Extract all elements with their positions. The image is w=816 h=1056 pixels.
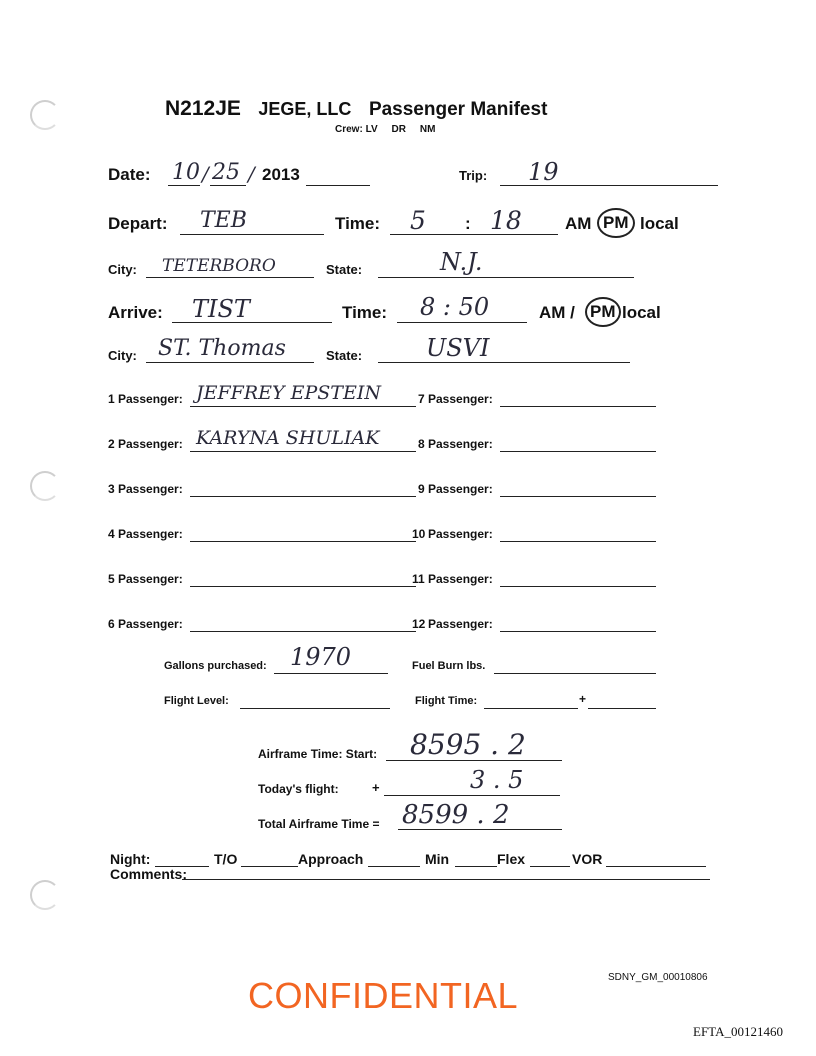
fuel-burn-label: Fuel Burn lbs.: [412, 660, 486, 672]
arrive-pm-circled: PM: [585, 297, 621, 327]
arrive-am-label: AM /: [539, 303, 575, 322]
depart-colon: :: [465, 214, 471, 233]
passenger-label: Passenger:: [118, 437, 183, 451]
airframe-start-value: 8595 . 2: [410, 728, 526, 761]
date-day: 25: [212, 160, 240, 185]
tail-number: N212JE: [165, 97, 241, 120]
depart-hour: 5: [410, 206, 426, 235]
flex-line: [530, 866, 570, 867]
date-year-line: [306, 185, 370, 186]
date-sep-1: /: [202, 162, 209, 186]
flight-level-line: [240, 708, 390, 709]
passenger-number: 6: [108, 617, 115, 631]
vor-label: VOR: [572, 851, 603, 867]
date-day-line: [210, 185, 246, 186]
passenger-label: Passenger:: [118, 482, 183, 496]
passenger-row: [418, 429, 668, 459]
passenger-label: Passenger:: [118, 527, 183, 541]
depart-pm-circled: PM: [597, 208, 635, 238]
passenger-line: [500, 541, 656, 542]
passenger-label: Passenger:: [118, 392, 183, 406]
manifest-title: [165, 97, 547, 121]
arrive-local-label: local: [622, 303, 661, 322]
passenger-line: [500, 631, 656, 632]
depart-city-line: [146, 277, 314, 278]
date-month: 10: [172, 160, 200, 185]
passenger-line: [500, 451, 656, 452]
to-line: [241, 866, 298, 867]
airframe-start-label: Airframe Time: Start:: [258, 747, 378, 761]
passenger-row: [108, 564, 448, 594]
flight-level-label: Flight Level:: [164, 695, 229, 707]
min-label: Min: [425, 851, 450, 867]
passenger-label: Passenger:: [428, 392, 493, 406]
passenger-number: 1: [108, 392, 115, 406]
passenger-row: [418, 384, 668, 414]
passenger-label: Passenger:: [428, 572, 493, 586]
passenger-line: [190, 451, 416, 452]
trip-value: 19: [528, 158, 559, 186]
passenger-label: Passenger:: [428, 437, 493, 451]
flight-time-line-2: [588, 708, 656, 709]
arrive-city-label: City:: [108, 348, 137, 363]
passenger-row: [412, 564, 668, 594]
to-label: T/O: [214, 851, 238, 867]
passenger-number: 9: [418, 482, 425, 496]
passenger-row: [108, 474, 448, 504]
vor-line: [606, 866, 706, 867]
passenger-line: [190, 406, 416, 407]
passenger-number: 11: [412, 572, 425, 586]
depart-line: [180, 234, 324, 235]
passenger-row: [108, 519, 448, 549]
arrive-time-value: 8 : 50: [420, 293, 490, 321]
depart-local-label: local: [640, 214, 679, 233]
arrive-value: TIST: [192, 295, 250, 323]
passenger-number: 8: [418, 437, 425, 451]
todays-flight-line: [384, 795, 560, 796]
arrive-time-line: [397, 322, 527, 323]
approach-line: [368, 866, 420, 867]
date-month-line: [168, 185, 200, 186]
crew-nm: NM: [419, 124, 436, 135]
gallons-line: [274, 673, 388, 674]
crew-dr: DR: [391, 124, 406, 135]
crew-label: Crew:: [335, 124, 363, 135]
arrive-state-label: State:: [326, 348, 363, 363]
passenger-line: [190, 586, 416, 587]
todays-flight-plus: +: [372, 780, 380, 795]
date-year: 2013: [262, 165, 300, 184]
passenger-number: 4: [108, 527, 115, 541]
passenger-line: [190, 631, 416, 632]
approach-label: Approach: [298, 851, 364, 867]
passenger-label: Passenger:: [428, 482, 493, 496]
crew-lv: LV: [365, 124, 378, 135]
flight-time-line-1: [484, 708, 578, 709]
date-sep-2: /: [248, 162, 255, 186]
passenger-line: [190, 496, 416, 497]
depart-state-label: State:: [326, 262, 363, 277]
passenger-label: Passenger:: [428, 617, 493, 631]
depart-state-value: N.J.: [440, 248, 483, 276]
depart-value: TEB: [200, 208, 247, 233]
passenger-line: [500, 496, 656, 497]
flex-label: Flex: [497, 851, 526, 867]
passenger-line: [500, 586, 656, 587]
fuel-burn-line: [494, 673, 656, 674]
bates-number-sdny: SDNY_GM_00010806: [608, 972, 708, 983]
passenger-number: 7: [418, 392, 425, 406]
passenger-name: JEFFREY EPSTEIN: [196, 382, 381, 404]
gallons-value: 1970: [290, 643, 352, 671]
flight-time-plus: +: [579, 692, 587, 706]
flight-time-label: Flight Time:: [415, 695, 478, 707]
arrive-city-value: ST. Thomas: [158, 336, 286, 361]
arrive-city-line: [146, 362, 314, 363]
comments-line: [182, 879, 710, 880]
todays-flight-value: 3 . 5: [470, 766, 524, 794]
passenger-label: Passenger:: [118, 572, 183, 586]
passenger-label: Passenger:: [428, 527, 493, 541]
depart-state-line: [378, 277, 634, 278]
comments-label: Comments:: [110, 866, 188, 882]
punch-hole-middle: [30, 471, 60, 501]
passenger-row: [108, 609, 448, 639]
depart-am-label: AM: [565, 214, 592, 233]
depart-time-label: Time:: [335, 214, 381, 233]
punch-hole-top: [30, 100, 60, 130]
passenger-line: [190, 541, 416, 542]
passenger-label: Passenger:: [118, 617, 183, 631]
passenger-row: [418, 474, 668, 504]
depart-city-value: TETERBORO: [162, 256, 276, 276]
arrive-state-line: [378, 362, 630, 363]
date-label: Date:: [108, 165, 151, 184]
trip-label: Trip:: [459, 168, 488, 183]
depart-minute: 18: [490, 206, 522, 235]
passenger-number: 3: [108, 482, 115, 496]
passenger-row: [108, 429, 448, 459]
passenger-row: [412, 609, 668, 639]
depart-city-label: City:: [108, 262, 137, 277]
company-name: JEGE, LLC: [258, 99, 352, 119]
depart-label: Depart:: [108, 214, 168, 233]
passenger-number: 2: [108, 437, 115, 451]
passenger-number: 12: [412, 617, 426, 631]
passenger-name: KARYNA SHULIAK: [196, 427, 380, 449]
total-airframe-value: 8599 . 2: [402, 800, 510, 830]
punch-hole-bottom: [30, 880, 60, 910]
passenger-row: [412, 519, 668, 549]
arrive-time-label: Time:: [342, 303, 388, 322]
todays-flight-label: Today's flight:: [258, 782, 339, 796]
gallons-label: Gallons purchased:: [164, 660, 267, 672]
min-line: [455, 866, 497, 867]
confidential-stamp: CONFIDENTIAL: [248, 975, 519, 1016]
passenger-number: 10: [412, 527, 426, 541]
total-airframe-label: Total Airframe Time =: [258, 817, 380, 831]
crew-line: [335, 124, 435, 135]
passenger-number: 5: [108, 572, 115, 586]
passenger-row: [108, 384, 448, 414]
passenger-line: [500, 406, 656, 407]
bates-number-efta: EFTA_00121460: [693, 1024, 783, 1039]
title-text: Passenger Manifest: [368, 99, 548, 120]
arrive-state-value: USVI: [426, 334, 490, 362]
night-label: Night:: [110, 851, 151, 867]
arrive-label: Arrive:: [108, 303, 163, 322]
